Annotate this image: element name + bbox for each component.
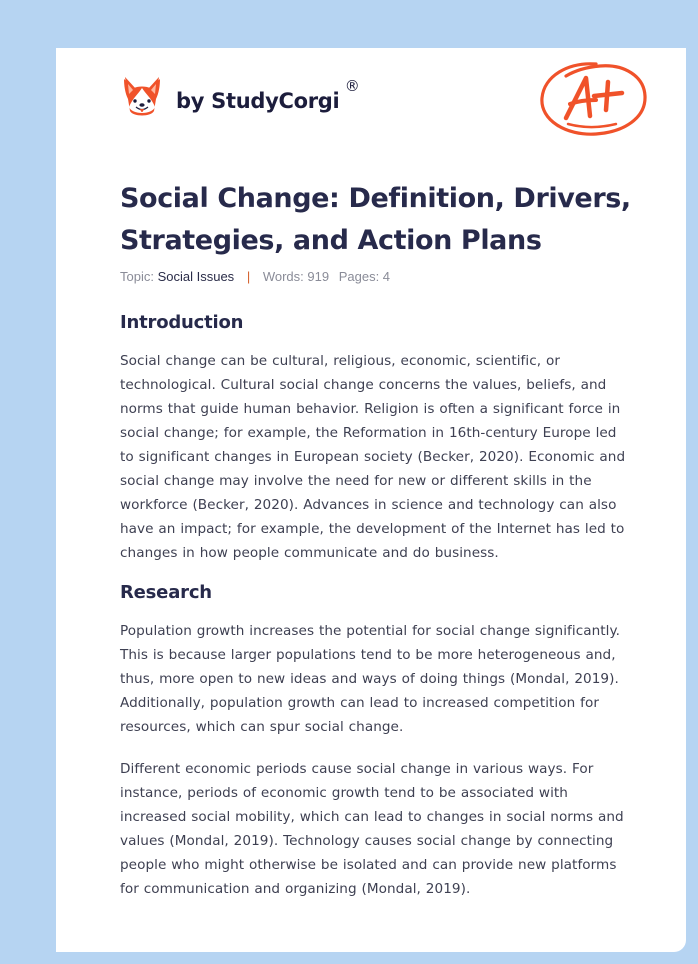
corgi-logo-icon	[122, 75, 162, 119]
brand-name	[176, 77, 360, 113]
brand-name-text: by StudyCorgi	[176, 89, 340, 113]
paragraph-introduction-1: Social change can be cultural, religious, economic, scientific, or technological. Cultural social change concerns the values, beliefs, and norms that guide human behavior. Religion is often a significant force in social change; for example, the Reformation in 16th-century Europe led to significant changes in European society (Becker, 2020). Economic and social change may involve the need for new or different skills in the workforce (Becker, 2020). Advances in science and technology can also have an impact; for example, the development of the Internet has led to changes in how people communicate and do business.	[120, 353, 626, 561]
a-plus-grade-icon	[538, 58, 650, 140]
brand-header[interactable]	[122, 75, 360, 119]
page-title: Social Change: Definition, Drivers, Strategies, and Action Plans	[120, 183, 631, 256]
paragraph-research-2: Different economic periods cause social change in various ways. For instance, periods of economic growth tend to be associated with increased social mobility, which can lead to changes in social norms and values (Mondal, 2019). Technology causes social change by connecting people who might otherwise be isolated and can provide new platforms for communication and organizing (Mondal, 2019).	[120, 761, 624, 897]
page-count: Pages: 4	[338, 269, 391, 284]
section-heading-research: Research	[120, 582, 212, 603]
registered-mark: ®	[344, 77, 360, 95]
topic-label: Topic:	[120, 269, 154, 284]
document-card	[56, 48, 686, 952]
meta-separator: |	[246, 269, 251, 284]
article-meta	[120, 269, 390, 284]
section-heading-introduction: Introduction	[120, 312, 244, 333]
topic-link[interactable]: Social Issues	[157, 269, 235, 284]
word-count: Words: 919	[262, 269, 330, 284]
paragraph-research-1: Population growth increases the potential for social change significantly. This is because larger populations tend to be more heterogeneous and, thus, more open to new ideas and ways of doing things (Mondal, 2019). Additionally, population growth can lead to increased competition for resources, which can spur social change.	[120, 623, 621, 735]
